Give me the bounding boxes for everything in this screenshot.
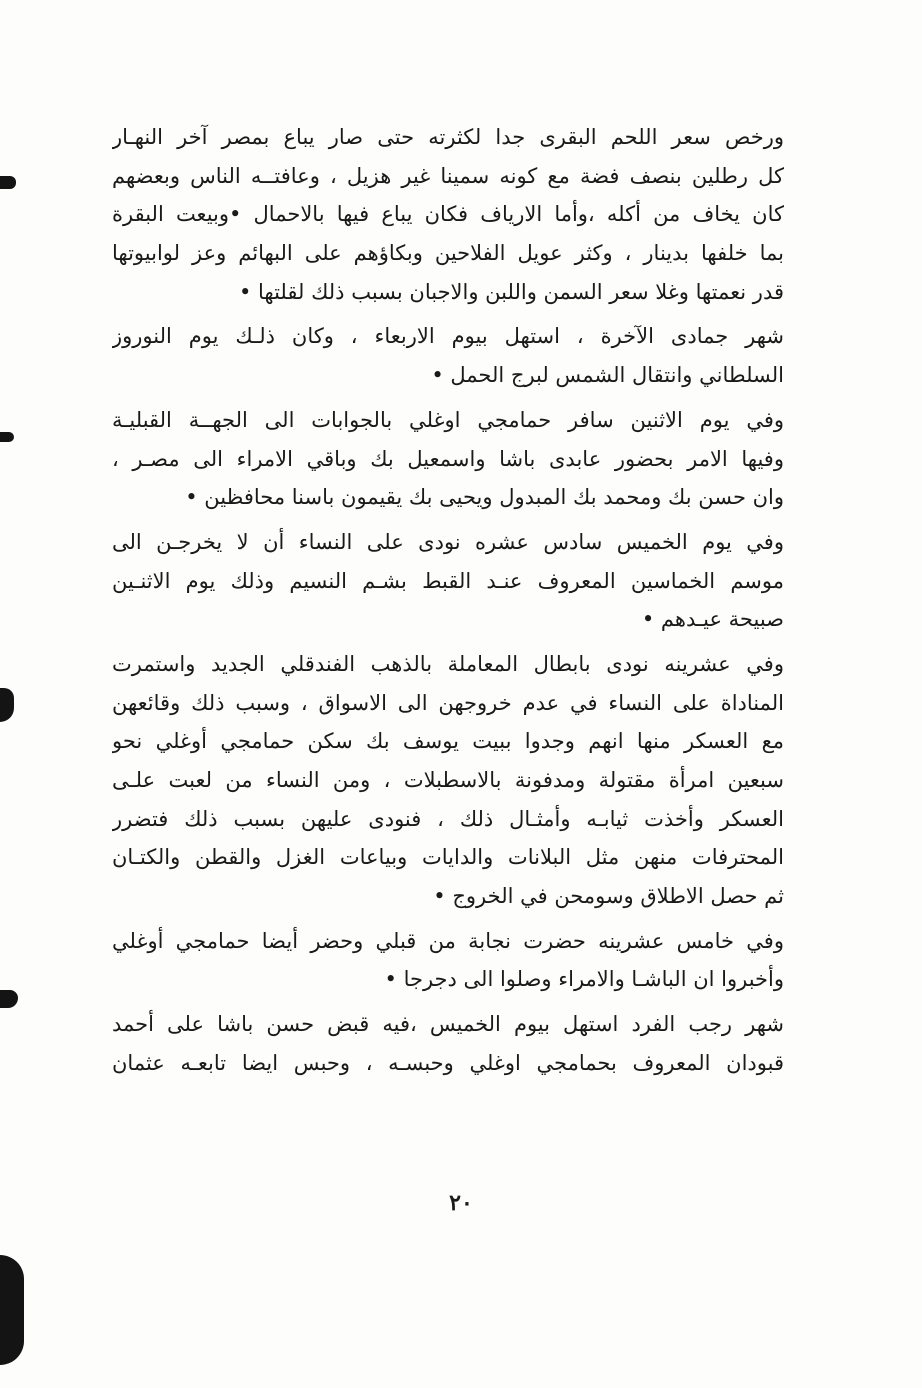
binding-mark bbox=[0, 688, 14, 722]
text-line: سبعين امرأة مقتولة ومدفونة بالاسطبلات ، ومن النساء من لعبت علـى bbox=[112, 768, 784, 792]
paragraph-sham-el-nessim bbox=[112, 523, 784, 639]
paragraph-monday-departure bbox=[112, 401, 784, 517]
text-line: قدر نعمتها وغلا سعر السمن واللبن والاجبان بسبب ذلك لقلتها • bbox=[238, 279, 784, 304]
body-text bbox=[112, 118, 784, 1083]
text-line: قبودان المعروف بحمامجي اوغلي وحبسـه ، وحبس ايضا تابعـه عثمان bbox=[112, 1050, 784, 1075]
paragraph-beef-prices bbox=[112, 118, 784, 311]
text-line: وفي خامس عشرينه حضرت نجابة من قبلي وحضر أيضا حمامجي أوغلي bbox=[112, 928, 784, 953]
text-line: كل رطلين بنصف فضة مع كونه سمينا غير هزيل ، وعافتــه الناس وبعضهم bbox=[112, 163, 784, 188]
binding-mark bbox=[0, 432, 14, 442]
text-line: شهر رجب الفرد استهل بيوم الخميس ،فيه قبض حسن باشا على أحمد bbox=[112, 1012, 784, 1037]
text-line: العسكر وأخذت ثيابـه وأمثـال ذلك ، فنودى عليهن بسبب ذلك فتضرر bbox=[112, 806, 784, 831]
text-line: ثم حصل الاطلاق وسومحن في الخروج • bbox=[433, 884, 784, 909]
text-line: وفي يوم الاثنين سافر حمامجي اوغلي بالجوابات الى الجهــة القبليـة bbox=[112, 407, 784, 432]
text-line: المحترفات منهن مثل البلانات والدايات وبياعات الغزل والقطن والكتـان bbox=[112, 845, 784, 870]
paragraph-rajab bbox=[112, 1005, 784, 1082]
text-line: السلطاني وانتقال الشمس لبرج الحمل • bbox=[431, 363, 784, 388]
text-line: شهر جمادى الآخرة ، استهل بيوم الاربعاء ، وكان ذلـك يوم النوروز bbox=[112, 324, 784, 349]
text-line: وفي عشرينه نودى بابطال المعاملة بالذهب الفندقلي الجديد واستمرت bbox=[112, 651, 784, 676]
paragraph-jumada-akhira bbox=[112, 317, 784, 394]
binding-mark bbox=[0, 1255, 24, 1365]
binding-mark bbox=[0, 990, 18, 1008]
text-line: ورخص سعر اللحم البقرى جدا لكثرته حتى صار يباع بمصر آخر النهـار bbox=[112, 125, 784, 149]
text-line: وأخبروا ان الباشـا والامراء وصلوا الى دجرجا • bbox=[384, 967, 784, 992]
text-line: بما خلفها بدينار ، وكثر عويل الفلاحين وبكاؤهم على البهائم وعز لوابيوتها bbox=[112, 241, 784, 266]
paragraph-currency-and-women bbox=[112, 645, 784, 916]
text-line: كان يخاف من أكله ،وأما الارياف فكان يباع فيها بالاحمال •وبيعت البقرة bbox=[112, 202, 784, 227]
binding-mark bbox=[0, 176, 16, 189]
text-line: وان حسن بك ومحمد بك المبدول ويحيى بك يقيمون باسنا محافظين • bbox=[185, 485, 784, 510]
text-line: موسم الخماسين المعروف عنـد القبط بشـم النسيم وذلك يوم الاثنـين bbox=[112, 568, 784, 593]
text-line: صبيحة عيـدهم • bbox=[641, 607, 784, 632]
text-line: المناداة على النساء في عدم خروجهن الى الاسواق ، وسبب ذلك وقائعهن bbox=[112, 690, 784, 715]
paragraph-messenger-arrival bbox=[112, 922, 784, 999]
text-line: وفي يوم الخميس سادس عشره نودى على النساء أن لا يخرجـن الى bbox=[112, 529, 784, 554]
text-line: مع العسكر منها انهم وجدوا ببيت يوسف بك سكن حمامجي أوغلي نحو bbox=[112, 729, 784, 754]
page-number: ٢٠ bbox=[449, 1190, 473, 1216]
text-line: وفيها الامر بحضور عابدى باشا واسمعيل بك وباقي الامراء الى مصـر ، bbox=[112, 446, 784, 471]
